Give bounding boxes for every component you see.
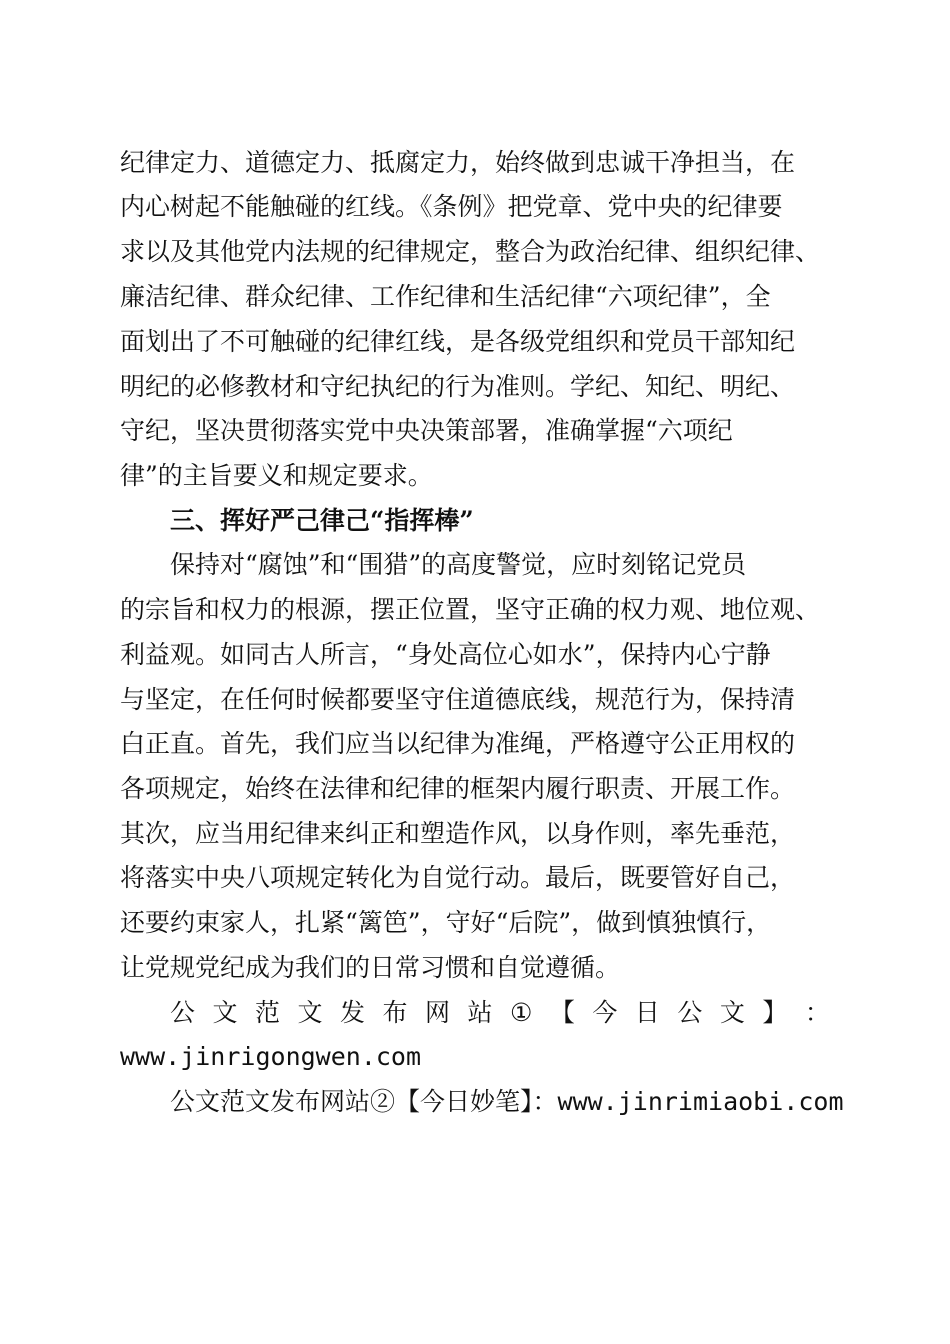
footer-site-1-char: 今	[592, 998, 618, 1027]
footer-site-1-char: 布	[382, 998, 408, 1027]
paragraph-1-line-3: 求以及其他党内法规的纪律规定，整合为政治纪律、组织纪律、	[120, 237, 821, 266]
paragraph-2-line-9: 还要约束家人，扎紧“篱笆”，守好“后院”，做到慎独慎行，	[120, 908, 772, 937]
footer-site-1-char: 范	[255, 998, 281, 1027]
paragraph-1-line-7: 守纪，坚决贯彻落实党中央决策部署，准确掌握“六项纪	[120, 416, 733, 445]
paragraph-2-line-1: 保持对“腐蚀”和“围猎”的高度警觉，应时刻铭记党员	[170, 550, 747, 579]
footer-site-1-char: 日	[634, 998, 660, 1027]
footer-site-1-char: 网	[425, 998, 451, 1027]
footer-site-2-url[interactable]: www.jinrimiaobi.com	[557, 1087, 844, 1116]
footer-site-1-label	[170, 998, 830, 1028]
footer-site-1-char: 站	[467, 998, 493, 1027]
paragraph-2-line-4: 与坚定，在任何时候都要坚守住道德底线，规范行为，保持清	[120, 685, 796, 714]
paragraph-2-line-10: 让党规党纪成为我们的日常习惯和自觉遵循。	[120, 953, 621, 982]
footer-site-2-label: 公文范文发布网站②【今日妙笔】：	[170, 1087, 558, 1116]
footer-site-1-char: 文	[719, 998, 745, 1027]
section-heading: 三、挥好严己律己“指挥棒”	[170, 506, 474, 535]
paragraph-1-line-1: 纪律定力、道德定力、抵腐定力，始终做到忠诚干净担当，在	[120, 148, 796, 177]
footer-site-1-char: 】	[762, 998, 788, 1027]
paragraph-1-line-2: 内心树起不能触碰的红线。《条例》把党章、党中央的纪律要	[120, 192, 783, 221]
paragraph-2-line-3: 利益观。如同古人所言，“身处高位心如水”，保持内心宁静	[120, 640, 771, 669]
paragraph-2-line-7: 其次，应当用纪律来纠正和塑造作风，以身作则，率先垂范，	[120, 819, 796, 848]
footer-site-1-char: ①	[510, 998, 533, 1027]
footer-site-1-char: 【	[549, 998, 575, 1027]
footer-site-1-char: ：	[804, 998, 830, 1027]
paragraph-1-line-4: 廉洁纪律、群众纪律、工作纪律和生活纪律“六项纪律”，全	[120, 282, 771, 311]
paragraph-1-line-8: 律”的主旨要义和规定要求。	[120, 461, 433, 490]
footer-site-2	[170, 1087, 844, 1117]
paragraph-2-line-8: 将落实中央八项规定转化为自觉行动。最后，既要管好自己，	[120, 863, 796, 892]
footer-site-1-char: 公	[170, 998, 196, 1027]
footer-site-1-url[interactable]: www.jinrigongwen.com	[120, 1042, 422, 1071]
paragraph-1-line-5: 面划出了不可触碰的纪律红线，是各级党组织和党员干部知纪	[120, 327, 796, 356]
footer-site-1-char: 公	[677, 998, 703, 1027]
paragraph-2-line-6: 各项规定，始终在法律和纪律的框架内履行职责、开展工作。	[120, 774, 796, 803]
paragraph-2-line-2: 的宗旨和权力的根源，摆正位置，坚守正确的权力观、地位观、	[120, 595, 821, 624]
footer-site-1-char: 发	[340, 998, 366, 1027]
paragraph-1-line-6: 明纪的必修教材和守纪执纪的行为准则。学纪、知纪、明纪、	[120, 372, 796, 401]
footer-site-1-char: 文	[297, 998, 323, 1027]
footer-site-1-char: 文	[212, 998, 238, 1027]
paragraph-2-line-5: 白正直。首先，我们应当以纪律为准绳，严格遵守公正用权的	[120, 729, 796, 758]
